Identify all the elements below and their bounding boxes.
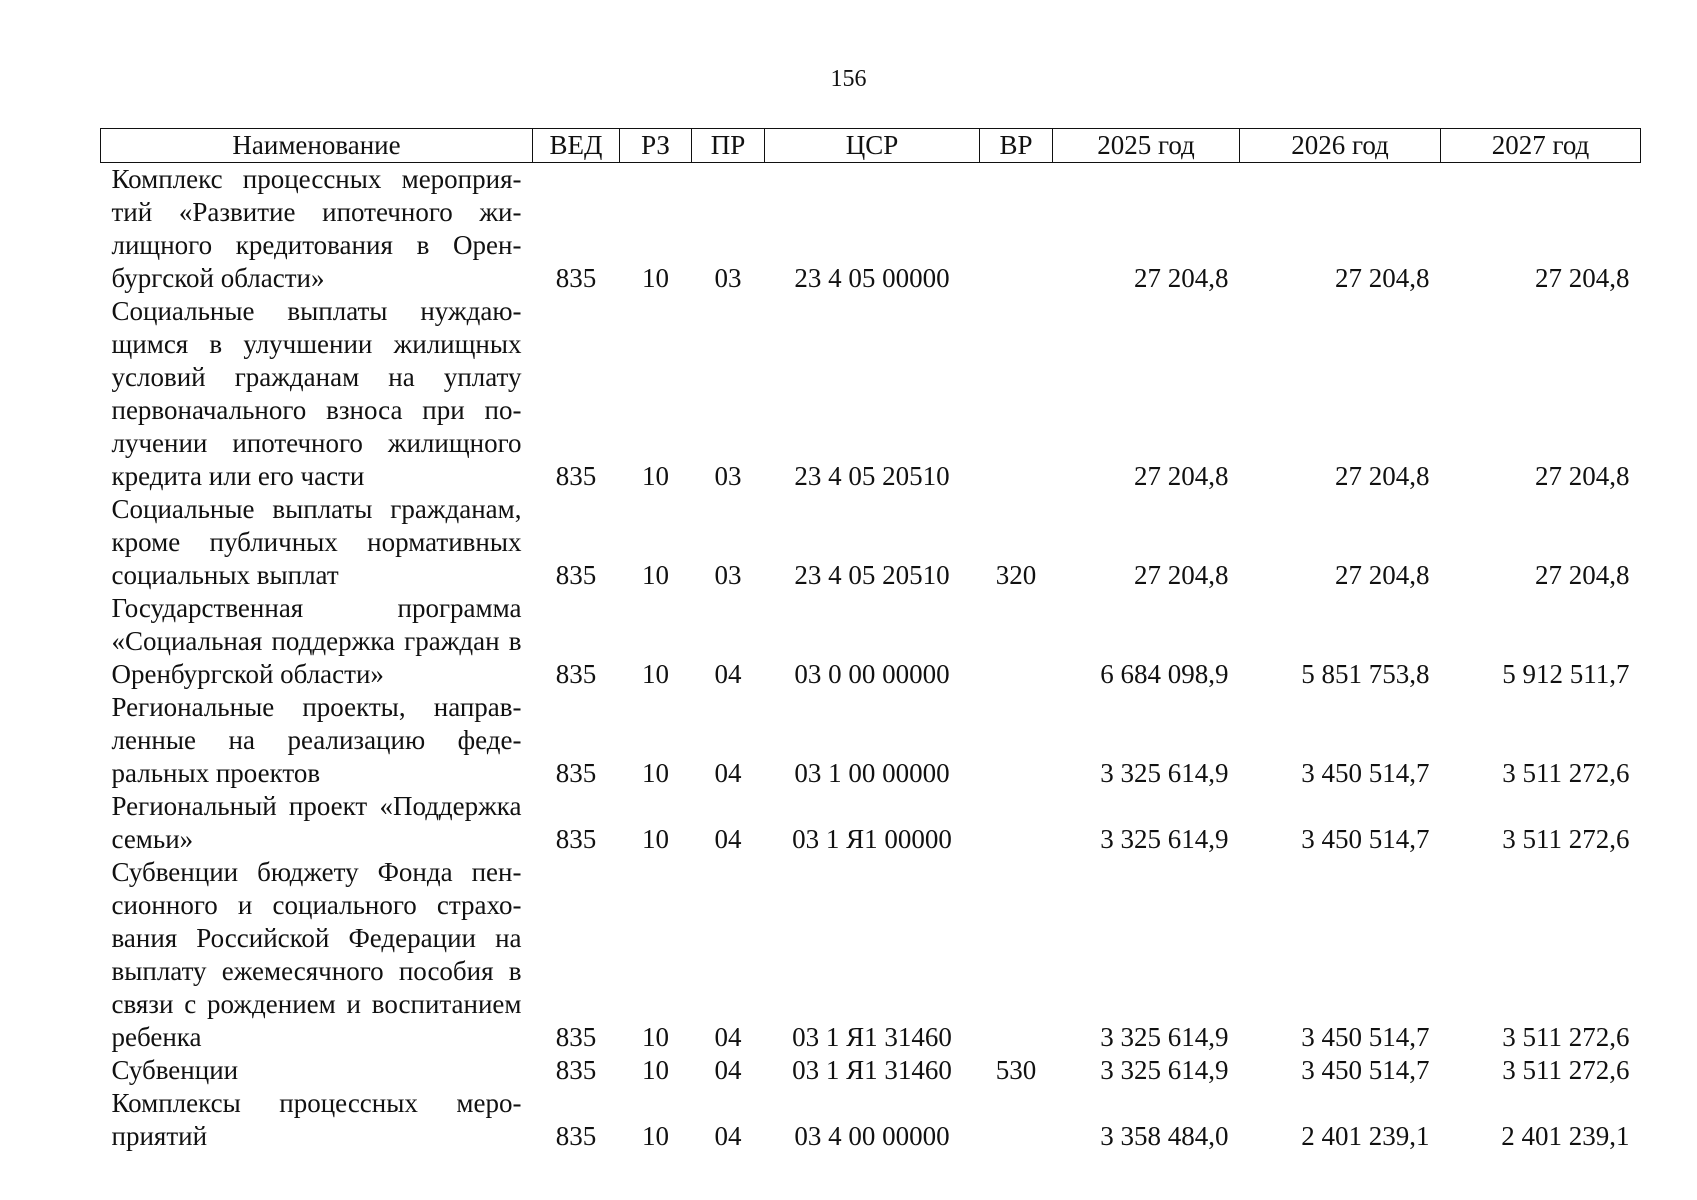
row-vr [980,691,1053,790]
row-2027: 27 204,8 [1535,560,1630,590]
table-row [101,1054,1641,1087]
row-2026: 3 450 514,7 [1301,824,1430,854]
row-2027: 3 511 272,6 [1502,1055,1630,1085]
row-rz: 10 [642,263,669,293]
row-rz: 10 [642,560,669,590]
row-ved: 835 [555,1055,597,1085]
header-vr: ВР [980,129,1053,163]
header-ved: ВЕД [533,129,620,163]
row-2027: 5 912 511,7 [1502,659,1630,689]
row-name: Региональный проект «Поддержка семьи» [111,791,522,854]
row-2025: 3 325 614,9 [1100,824,1229,854]
header-name: Наименование [101,129,533,163]
row-pr: 04 [714,1055,742,1085]
row-csr: 03 4 00 00000 [794,1121,950,1151]
table-row [101,295,1641,493]
row-pr: 03 [714,263,742,293]
row-ved: 835 [555,560,597,590]
row-vr [980,295,1053,493]
budget-table [100,128,1641,1153]
header-2025: 2025 год [1053,129,1240,163]
row-2026: 3 450 514,7 [1301,758,1430,788]
row-vr [980,592,1053,691]
row-2025: 3 325 614,9 [1100,1055,1229,1085]
row-2026: 2 401 239,1 [1301,1121,1430,1151]
row-rz: 10 [642,1055,669,1085]
table-row [101,790,1641,856]
row-2025: 3 325 614,9 [1100,1022,1229,1052]
row-csr: 03 1 Я1 31460 [792,1022,952,1052]
row-name: Региональные проекты, направленные на реализацию федеральных проектов [111,692,522,788]
row-2025: 27 204,8 [1134,263,1229,293]
row-ved: 835 [555,1121,597,1151]
row-name: Государственная программа «Социальная поддержка граждан в Оренбургской области» [111,593,522,689]
row-2027: 2 401 239,1 [1501,1121,1630,1151]
table-row [101,691,1641,790]
row-csr: 03 1 00 00000 [794,758,950,788]
row-ved: 835 [555,263,597,293]
row-name: Комплекс процессных мероприятий «Развитие ипотечного жилищного кредитования в Оренбургской области» [111,164,522,293]
row-name: Субвенции бюджету Фонда пенсионного и социального страхования Российской Федерации на выплату ежемесячного пособия в связи с рождением и воспитанием ребенка [111,857,522,1052]
row-csr: 23 4 05 00000 [794,263,950,293]
row-name: Субвенции [111,1055,239,1085]
row-name: Социальные выплаты гражданам, кроме публичных нормативных социальных выплат [111,494,522,590]
table-header [101,129,1641,163]
header-row [101,129,1641,163]
table-body [101,163,1641,1154]
row-pr: 03 [714,461,742,491]
row-csr: 23 4 05 20510 [794,560,950,590]
row-ved: 835 [555,461,597,491]
table-row [101,1087,1641,1153]
row-2025: 3 325 614,9 [1100,758,1229,788]
header-2026: 2026 год [1240,129,1441,163]
row-pr: 04 [714,824,742,854]
row-2026: 27 204,8 [1335,560,1430,590]
row-2026: 3 450 514,7 [1301,1055,1430,1085]
table-row [101,856,1641,1054]
row-vr: 530 [995,1055,1037,1085]
row-rz: 10 [642,1121,669,1151]
header-rz: РЗ [620,129,692,163]
table-row [101,592,1641,691]
row-vr [980,790,1053,856]
row-ved: 835 [555,824,597,854]
header-pr: ПР [692,129,765,163]
row-pr: 04 [714,1022,742,1052]
row-csr: 03 1 Я1 00000 [792,824,952,854]
row-name: Социальные выплаты нуждающимся в улучшении жилищных условий гражданам на уплату первоначального взноса при получении ипотечного жилищного кредита или его части [111,296,522,491]
row-2027: 27 204,8 [1535,263,1630,293]
table-row [101,493,1641,592]
row-csr: 03 0 00 00000 [794,659,950,689]
row-rz: 10 [642,659,669,689]
row-2027: 3 511 272,6 [1502,824,1630,854]
row-vr [980,1087,1053,1153]
row-name: Комплексы процессных мероприятий [111,1088,522,1151]
header-2027: 2027 год [1441,129,1641,163]
row-2025: 27 204,8 [1134,461,1229,491]
row-vr [980,163,1053,296]
row-2026: 3 450 514,7 [1301,1022,1430,1052]
row-2026: 27 204,8 [1335,263,1430,293]
row-pr: 04 [714,1121,742,1151]
row-rz: 10 [642,824,669,854]
header-csr: ЦСР [765,129,980,163]
row-2027: 3 511 272,6 [1502,758,1630,788]
row-pr: 04 [714,659,742,689]
row-vr: 320 [995,560,1037,590]
row-vr [980,856,1053,1054]
row-ved: 835 [555,1022,597,1052]
row-2025: 27 204,8 [1134,560,1229,590]
table-row [101,163,1641,296]
row-2026: 27 204,8 [1335,461,1430,491]
row-2025: 3 358 484,0 [1100,1121,1229,1151]
row-pr: 03 [714,560,742,590]
row-ved: 835 [555,659,597,689]
row-2027: 3 511 272,6 [1502,1022,1630,1052]
row-rz: 10 [642,461,669,491]
row-2026: 5 851 753,8 [1301,659,1430,689]
row-csr: 23 4 05 20510 [794,461,950,491]
row-2027: 27 204,8 [1535,461,1630,491]
row-rz: 10 [642,1022,669,1052]
row-rz: 10 [642,758,669,788]
row-csr: 03 1 Я1 31460 [792,1055,952,1085]
row-pr: 04 [714,758,742,788]
row-2025: 6 684 098,9 [1100,659,1229,689]
row-ved: 835 [555,758,597,788]
page-number: 156 [830,66,867,92]
